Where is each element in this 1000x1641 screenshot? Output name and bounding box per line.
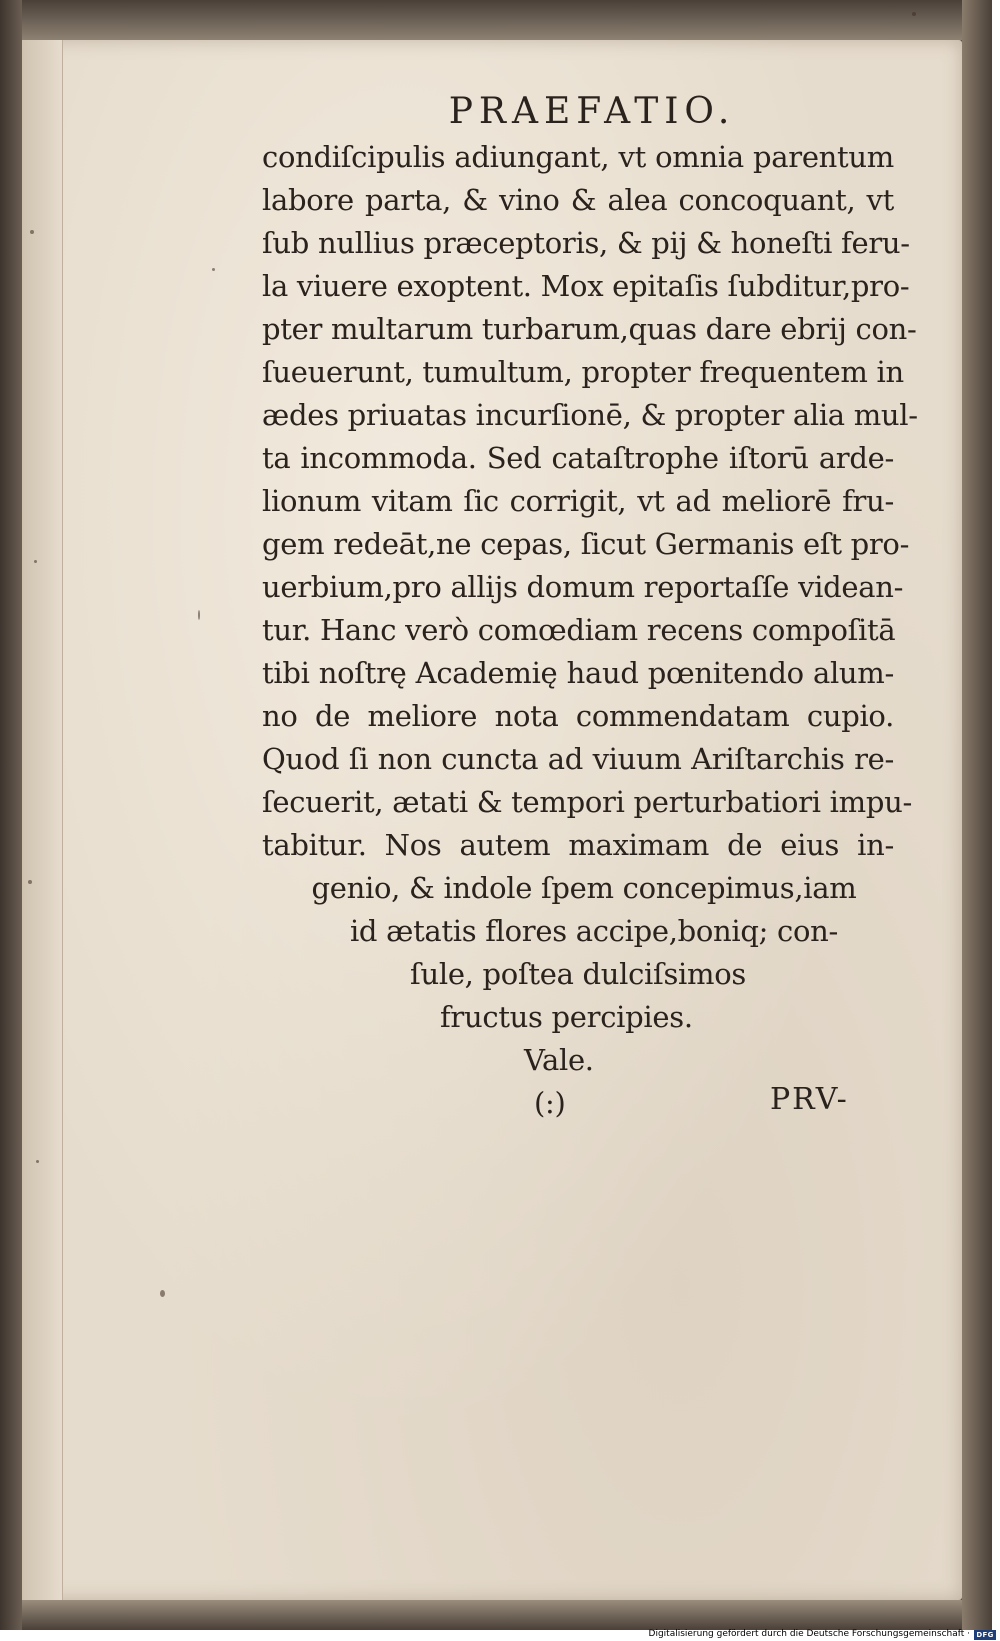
text-line: uerbium,pro allijs domum reportaſſe videan- <box>262 570 904 604</box>
text-line: la viuere exoptent. Mox epitaſis ſubditur,pro- <box>262 269 910 303</box>
paper-speck <box>160 1290 165 1297</box>
closing-line: ſule, poſtea dulciſsimos <box>410 957 746 991</box>
valediction: Vale. <box>524 1043 594 1077</box>
paper-speck <box>36 1160 39 1163</box>
text-line: gem redeāt,ne cepas, ſicut Germanis eſt pro- <box>262 527 910 561</box>
paper-speck <box>198 610 200 620</box>
page-top-edge <box>22 0 962 40</box>
paper-speck <box>34 560 37 563</box>
page-right-edge <box>962 0 992 1630</box>
text-line: lionum vitam ſic corrigit, vt ad meliorē fru- <box>262 484 894 518</box>
text-line: no de meliore nota commendatam cupio. <box>262 699 894 733</box>
text-line: ſub nullius præceptoris, & pij & honeſti feru- <box>262 226 910 260</box>
page-bottom-edge <box>22 1600 962 1630</box>
text-line: ſueuerunt, tumultum, propter frequentem in <box>262 355 904 389</box>
paper-speck <box>912 12 916 16</box>
closing-line: fructus percipies. <box>440 1000 693 1034</box>
spine-shadow <box>0 0 22 1630</box>
text-line: tabitur. Nos autem maximam de eius in- <box>262 828 894 862</box>
text-line: Quod ſi non cuncta ad viuum Ariſtarchis re- <box>262 742 894 776</box>
section-mark: (:) <box>534 1086 566 1120</box>
text-line: ſecuerit, ætati & tempori perturbatiori impu- <box>262 785 912 819</box>
text-line: labore parta, & vino & alea concoquant, vt <box>262 183 894 217</box>
binding-fold <box>22 40 63 1600</box>
closing-line: id ætatis flores accipe,boniq; con- <box>349 914 839 948</box>
text-line: condiſcipulis adiungant, vt omnia parentum <box>262 140 894 174</box>
paper-speck <box>30 230 34 234</box>
text-line: pter multarum turbarum,quas dare ebrij con- <box>262 312 917 346</box>
catchword: PRV- <box>770 1082 849 1117</box>
paper-speck <box>212 268 215 271</box>
dfg-logo: DFG <box>974 1630 996 1640</box>
text-line: tibi noſtrę Academię haud pœnitendo alum- <box>262 656 894 690</box>
text-line: ædes priuatas incurſionē, & propter alia mul- <box>262 398 918 432</box>
preface-text-block <box>262 88 918 1125</box>
paper-speck <box>28 880 32 884</box>
closing-line: genio, & indole ſpem concepimus,iam <box>311 871 857 905</box>
text-line: tur. Hanc verò comœdiam recens compoſitā <box>262 613 896 647</box>
text-line: ta incommoda. Sed cataſtrophe iſtorū arde- <box>262 441 894 475</box>
page-header: PRAEFATIO. <box>448 91 736 132</box>
digitization-credit: Digitalisierung gefördert durch die Deutsche Forschungsgemeinschaft · <box>648 1629 970 1639</box>
